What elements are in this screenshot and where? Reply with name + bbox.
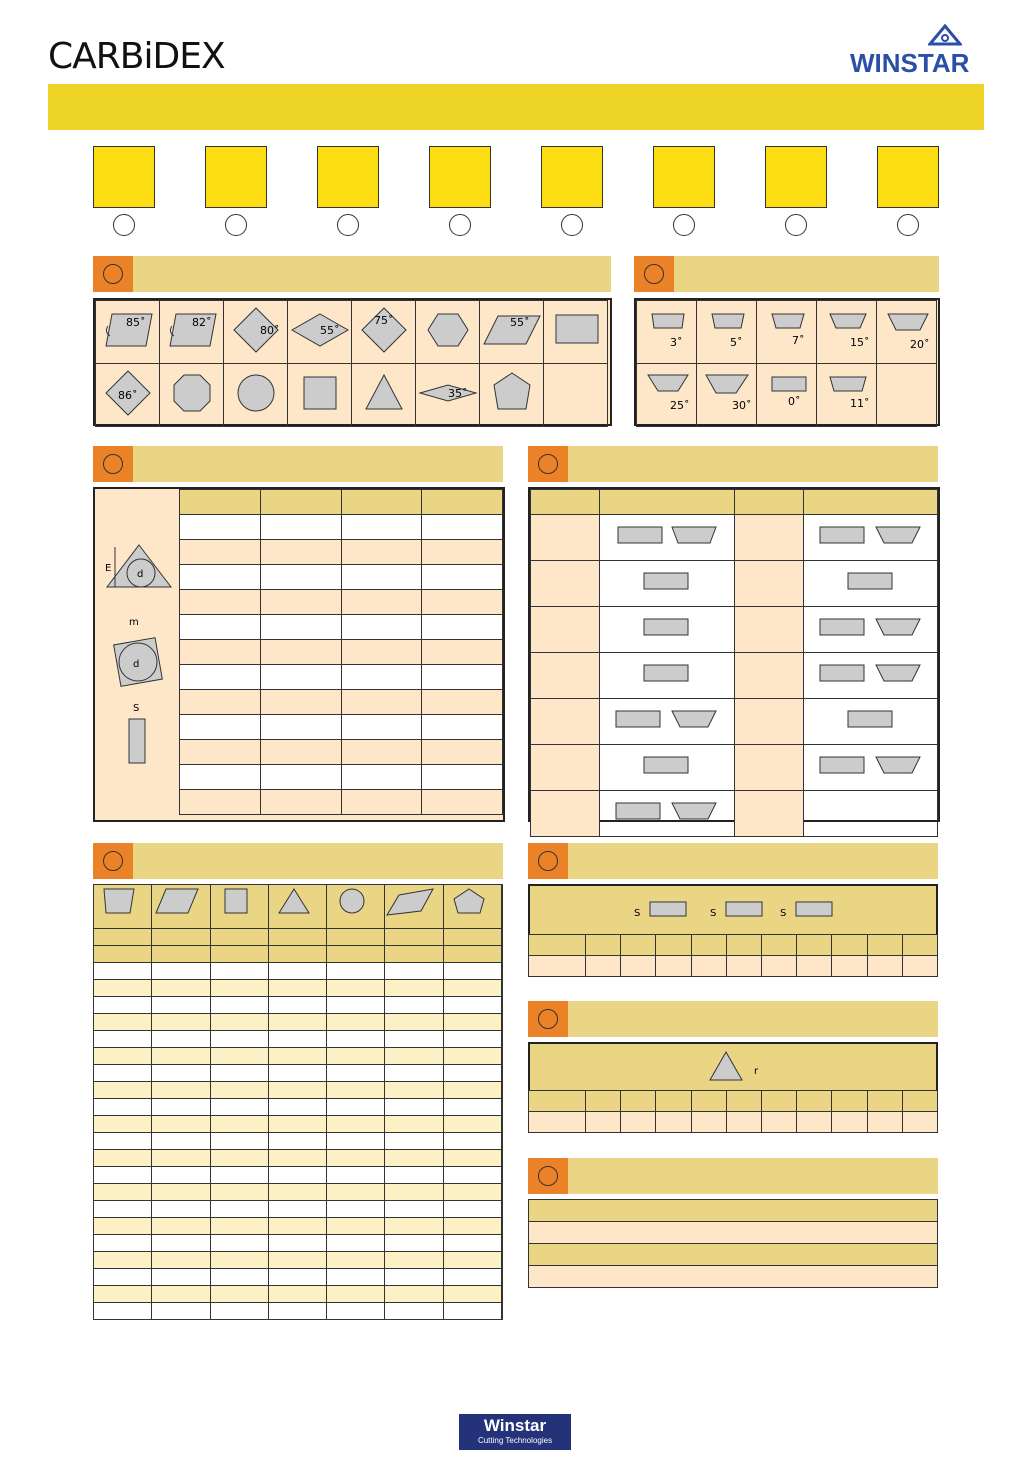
code-circle [897, 214, 919, 236]
section-badge [93, 256, 133, 292]
section-header-radius [528, 1001, 938, 1037]
code-box [765, 146, 827, 208]
dim-label: d [137, 569, 144, 580]
dim-label: S [710, 908, 717, 919]
code-circle [113, 214, 135, 236]
size-table [93, 884, 503, 1320]
code-box [877, 146, 939, 208]
section-header-type [528, 446, 938, 482]
section-header-thickness [528, 843, 938, 879]
angle-label: 15˚ [849, 335, 869, 349]
title-banner [48, 84, 984, 130]
dim-label: S [133, 703, 140, 714]
angle-label: 80˚ [259, 323, 279, 337]
thickness-panel [528, 884, 938, 977]
type-panel [528, 487, 940, 822]
angle-label: 5˚ [729, 335, 742, 349]
section-badge [634, 256, 674, 292]
dim-label: S [780, 908, 787, 919]
dim-label: S [634, 908, 641, 919]
code-box [429, 146, 491, 208]
winstar-logo: WINSTAR [850, 48, 970, 78]
section-header-clearance [634, 256, 939, 292]
code-circle [785, 214, 807, 236]
angle-label: 30˚ [731, 398, 751, 412]
code-box [205, 146, 267, 208]
code-circle [673, 214, 695, 236]
code-circle [225, 214, 247, 236]
code-box [541, 146, 603, 208]
angle-label: 35˚ [447, 386, 467, 400]
section-header-options [528, 1158, 938, 1194]
section-badge [93, 843, 133, 879]
thickness-diagram [528, 884, 938, 934]
code-circle [561, 214, 583, 236]
footer-brand: Winstar [483, 1416, 547, 1435]
angle-label: 0˚ [787, 394, 800, 408]
angle-label: 55˚ [509, 315, 529, 329]
section-header-tolerance [93, 446, 503, 482]
angle-label: 3˚ [669, 335, 682, 349]
shape-panel [93, 298, 612, 426]
code-circle [449, 214, 471, 236]
radius-panel [528, 1042, 938, 1133]
angle-label: 82˚ [191, 315, 211, 329]
footer-tagline: Cutting Technologies [477, 1436, 553, 1445]
options-table [528, 1199, 938, 1288]
section-badge [528, 446, 568, 482]
section-header-size [93, 843, 503, 879]
radius-diagram [528, 1042, 938, 1090]
code-box [317, 146, 379, 208]
tolerance-diagram [95, 489, 179, 820]
clearance-panel [634, 298, 940, 426]
dim-label: r [754, 1066, 759, 1077]
angle-label: 75˚ [373, 313, 393, 327]
options-panel [528, 1199, 938, 1288]
tolerance-panel [93, 487, 505, 822]
shape-grid [95, 300, 608, 427]
size-panel [93, 884, 503, 1366]
angle-label: 85˚ [125, 315, 145, 329]
code-circle [337, 214, 359, 236]
thickness-table [528, 934, 938, 977]
code-box [653, 146, 715, 208]
tolerance-table [179, 489, 503, 815]
carbidex-logo: CARBiDEX [48, 36, 225, 77]
section-badge [528, 1001, 568, 1037]
radius-table [528, 1090, 938, 1133]
angle-label: 11˚ [849, 396, 869, 410]
angle-label: 86˚ [117, 388, 137, 402]
clearance-grid [636, 300, 937, 427]
section-badge [93, 446, 133, 482]
section-badge [528, 843, 568, 879]
angle-label: 25˚ [669, 398, 689, 412]
dim-label: d [133, 659, 140, 670]
angle-label: 55˚ [319, 323, 339, 337]
section-badge [528, 1158, 568, 1194]
code-box [93, 146, 155, 208]
angle-label: 20˚ [909, 337, 929, 351]
dim-label: m [129, 617, 139, 628]
dim-label: E [105, 563, 112, 574]
section-header-shape [93, 256, 611, 292]
type-table [530, 489, 938, 837]
footer-logo [459, 1414, 571, 1450]
angle-label: 7˚ [791, 333, 804, 347]
